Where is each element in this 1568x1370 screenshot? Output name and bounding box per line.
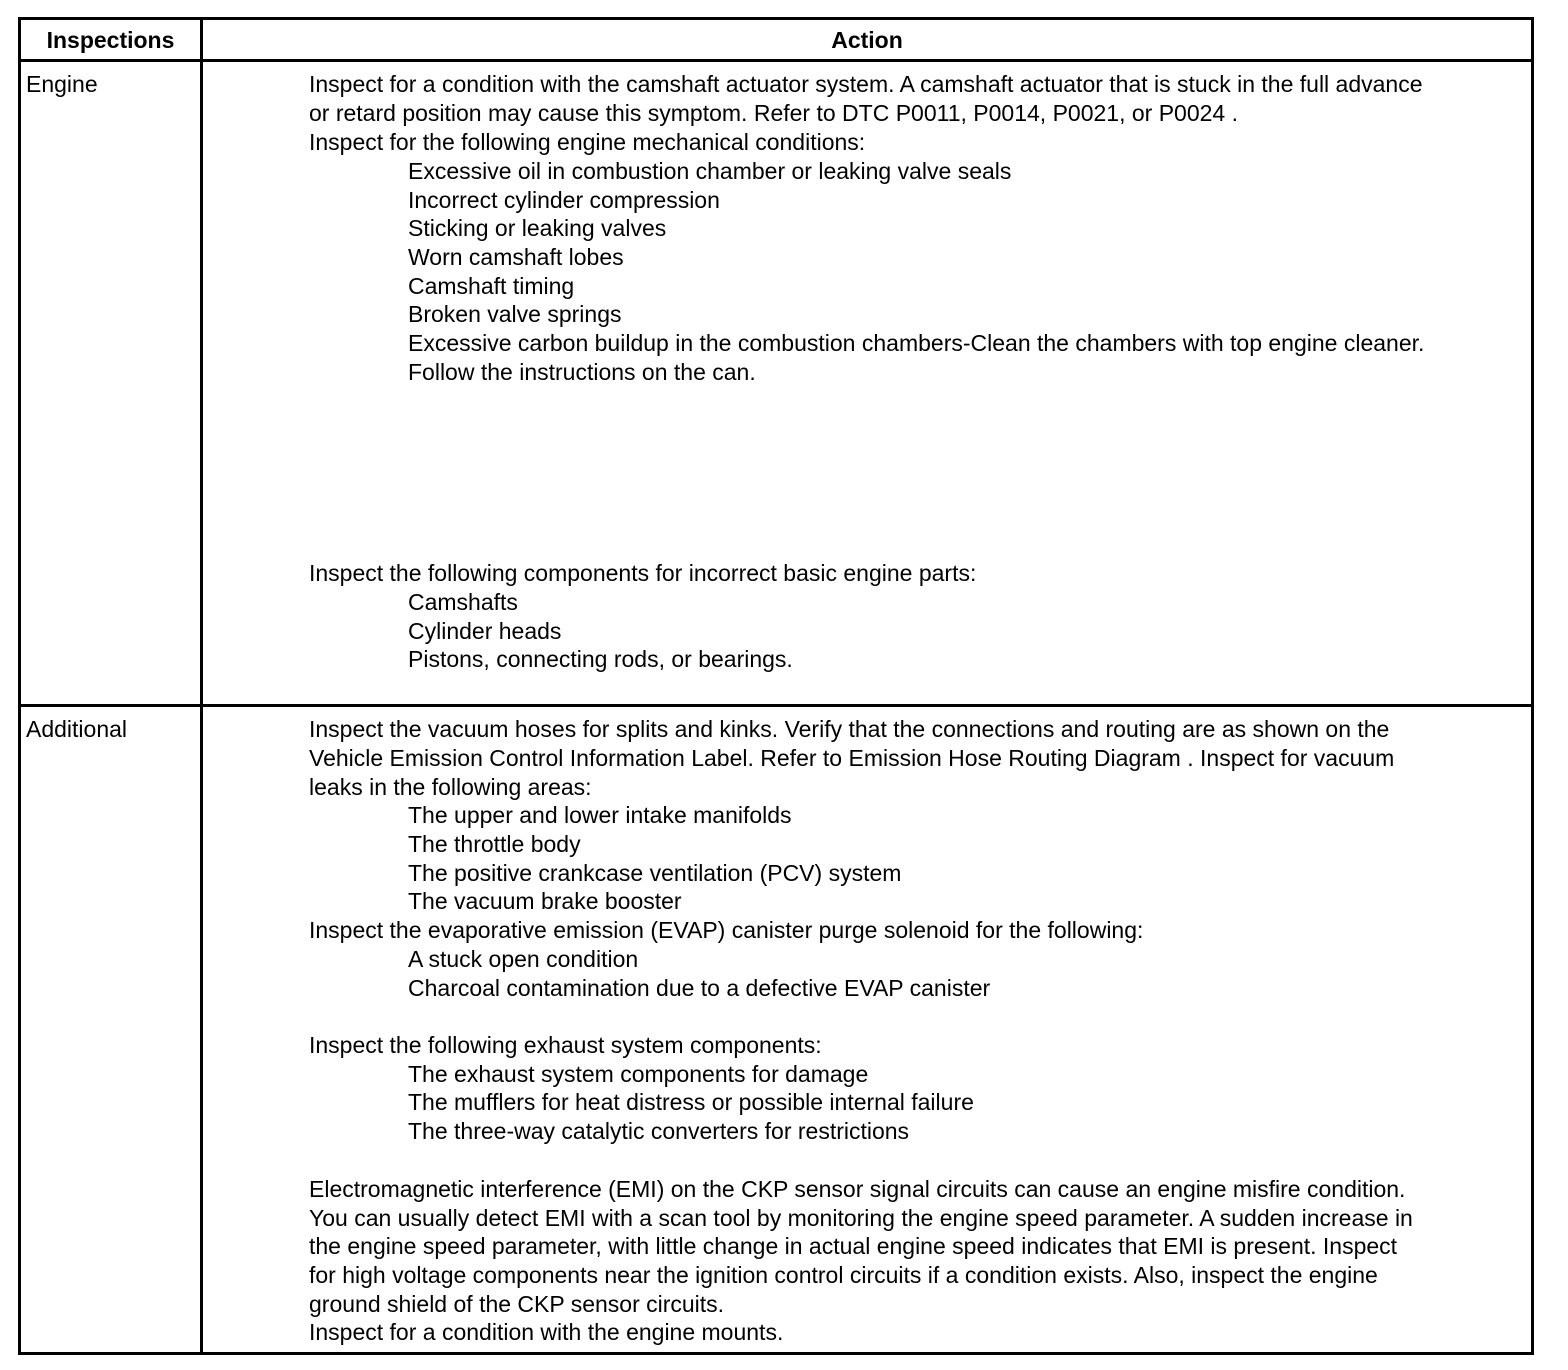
inspection-table <box>18 17 1534 1355</box>
row-label-engine: Engine <box>26 71 98 97</box>
list-item: Broken valve springs <box>408 301 622 327</box>
row-label-additional: Additional <box>26 716 128 742</box>
header-inspections: Inspections <box>46 27 175 53</box>
action-line: Inspect for a condition with the camshaft actuator system. A camshaft actuator that is stuck in the full advance <box>309 71 1423 97</box>
action-line: Inspect the following components for incorrect basic engine parts: <box>309 560 977 586</box>
list-item: The positive crankcase ventilation (PCV) system <box>408 860 902 886</box>
list-item: A stuck open condition <box>408 946 639 972</box>
action-line: ground shield of the CKP sensor circuits. <box>309 1291 725 1317</box>
action-line: Inspect for a condition with the engine mounts. <box>309 1319 784 1345</box>
action-line: Vehicle Emission Control Information Label. Refer to Emission Hose Routing Diagram . Inspect for vacuum <box>309 745 1395 771</box>
list-item: The mufflers for heat distress or possible internal failure <box>408 1089 974 1115</box>
list-item: The upper and lower intake manifolds <box>408 802 792 828</box>
header-action: Action <box>831 27 903 53</box>
action-line: for high voltage components near the ignition control circuits if a condition exists. Also, inspect the engine <box>309 1262 1378 1288</box>
list-item: The vacuum brake booster <box>408 888 682 914</box>
list-item: The three-way catalytic converters for restrictions <box>408 1118 910 1144</box>
action-line: Inspect the vacuum hoses for splits and kinks. Verify that the connections and routing are as shown on the <box>309 716 1390 742</box>
header-divider <box>21 59 1531 62</box>
row-divider <box>21 704 1531 707</box>
list-item: The exhaust system components for damage <box>408 1061 869 1087</box>
list-item: Camshaft timing <box>408 273 575 299</box>
list-item: Excessive carbon buildup in the combustion chambers-Clean the chambers with top engine cleaner. <box>408 330 1425 356</box>
action-line: or retard position may cause this symptom. Refer to DTC P0011, P0014, P0021, or P0024 . <box>309 100 1238 126</box>
action-line: Inspect the following exhaust system components: <box>309 1032 822 1058</box>
list-item: Follow the instructions on the can. <box>408 359 756 385</box>
list-item: Cylinder heads <box>408 618 562 644</box>
action-line: Electromagnetic interference (EMI) on the CKP sensor signal circuits can cause an engine misfire condition. <box>309 1176 1406 1202</box>
list-item: Camshafts <box>408 589 518 615</box>
list-item: Worn camshaft lobes <box>408 244 624 270</box>
action-line: Inspect the evaporative emission (EVAP) canister purge solenoid for the following: <box>309 917 1144 943</box>
list-item: Pistons, connecting rods, or bearings. <box>408 646 793 672</box>
action-line: the engine speed parameter, with little change in actual engine speed indicates that EMI is present. Inspect <box>309 1233 1398 1259</box>
list-item: The throttle body <box>408 831 581 857</box>
action-line: leaks in the following areas: <box>309 774 592 800</box>
list-item: Sticking or leaking valves <box>408 215 667 241</box>
column-divider <box>200 20 203 1352</box>
action-line: Inspect for the following engine mechanical conditions: <box>309 129 866 155</box>
action-line: You can usually detect EMI with a scan tool by monitoring the engine speed parameter. A sudden increase in <box>309 1205 1413 1231</box>
list-item: Incorrect cylinder compression <box>408 187 720 213</box>
list-item: Charcoal contamination due to a defective EVAP canister <box>408 975 991 1001</box>
list-item: Excessive oil in combustion chamber or leaking valve seals <box>408 158 1012 184</box>
